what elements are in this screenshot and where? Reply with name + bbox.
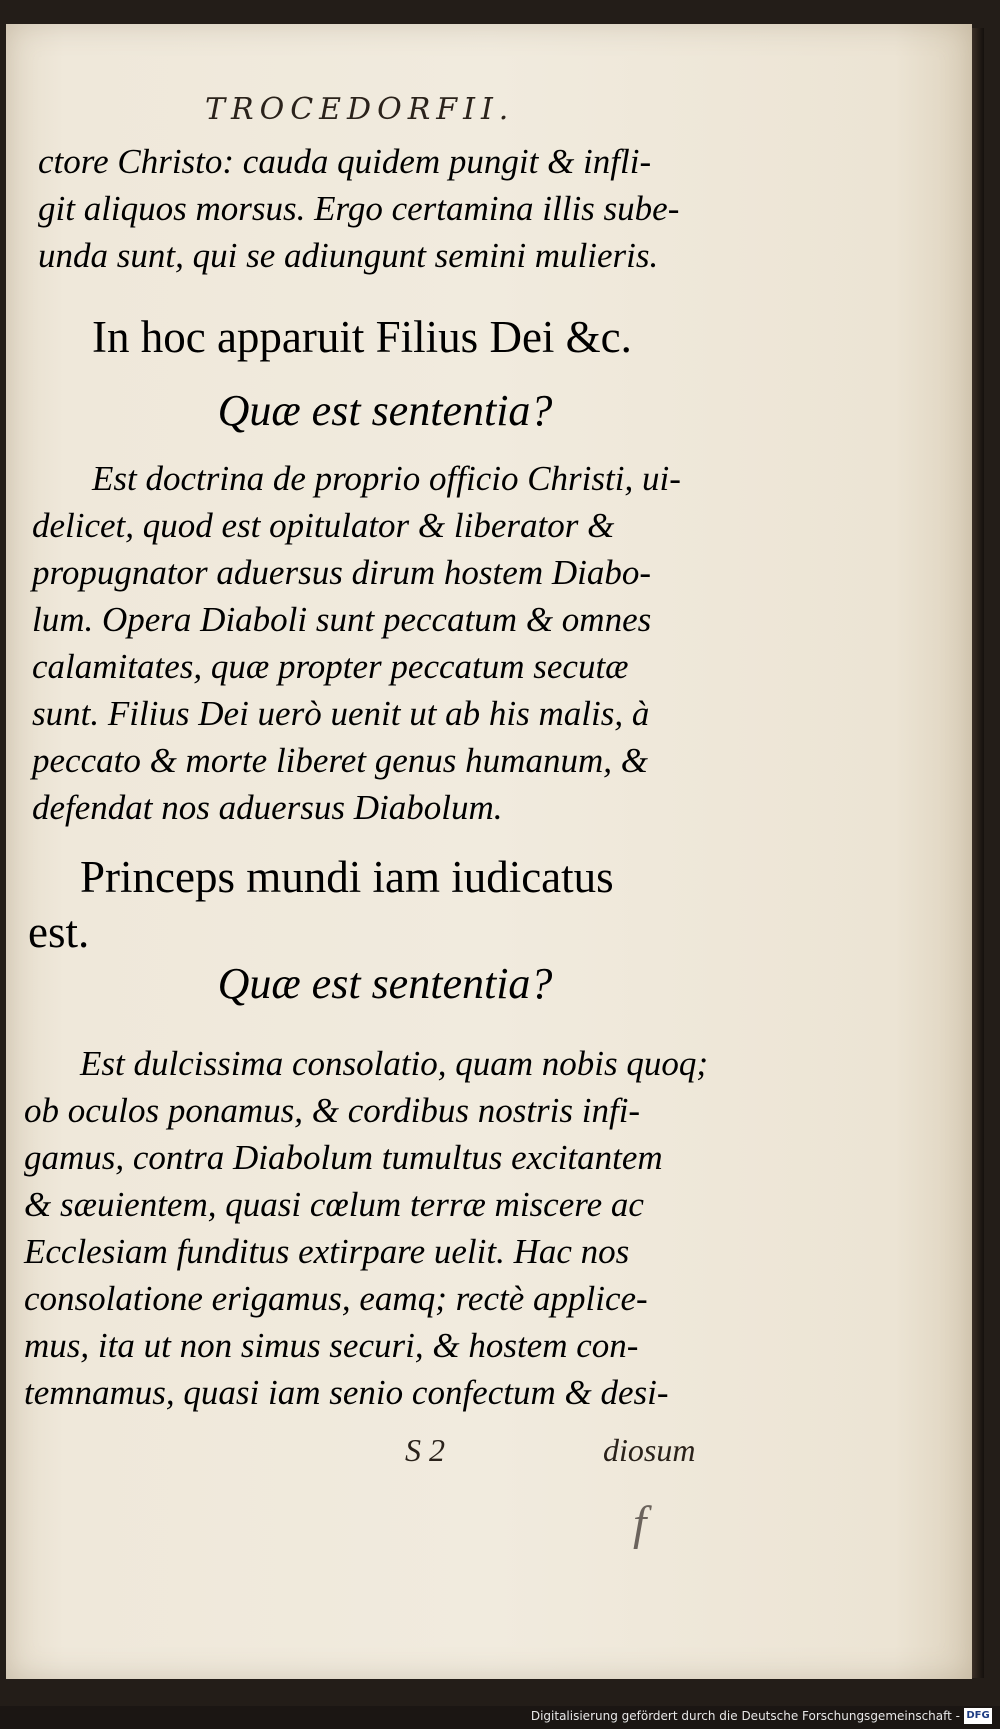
text-line: mus, ita ut non simus securi, & hostem con- [24, 1326, 639, 1365]
text-line: git aliquos morsus. Ergo certamina illis sube- [38, 189, 680, 228]
text-line: defendat nos aduersus Diabolum. [32, 788, 503, 827]
text-line: Est dulcissima consolatio, quam nobis quoq; [80, 1044, 709, 1083]
text-line: consolatione erigamus, eamq; rectè applice- [24, 1279, 648, 1318]
text-line: delicet, quod est opitulator & liberator & [32, 506, 615, 545]
dfg-logo: DFG [964, 1708, 992, 1724]
page-edge [972, 28, 984, 1678]
text-line: & sæuientem, quasi cœlum terræ miscere ac [24, 1185, 644, 1224]
text-line: unda sunt, qui se adiungunt semini mulieris. [38, 236, 659, 275]
funding-credit: Digitalisierung gefördert durch die Deutsche Forschungsgemeinschaft - [530, 1709, 960, 1723]
question-heading: Quæ est sententia? [217, 386, 553, 435]
text-line: propugnator aduersus dirum hostem Diabo- [32, 553, 651, 592]
answer-paragraph [24, 1040, 744, 1416]
text-line: peccato & morte liberet genus humanum, & [32, 741, 648, 780]
text-line: Ecclesiam funditus extirpare uelit. Hac nos [24, 1232, 630, 1271]
opening-text [38, 138, 738, 279]
text-line: temnamus, quasi iam senio confectum & desi- [24, 1373, 669, 1412]
section-heading: In hoc apparuit Filius Dei &c. [92, 312, 632, 362]
catchword: diosum [603, 1432, 696, 1468]
text-line: lum. Opera Diaboli sunt peccatum & omnes [32, 600, 652, 639]
question-heading: Quæ est sententia? [217, 959, 553, 1008]
text-line: gamus, contra Diabolum tumultus excitantem [24, 1138, 663, 1177]
text-line: sunt. Filius Dei uerò uenit ut ab his malis, à [32, 694, 650, 733]
section-heading [28, 850, 748, 960]
signature-mark: S 2 [405, 1432, 445, 1468]
heading-line: Princeps mundi iam iudicatus [80, 852, 614, 902]
text-line: calamitates, quæ propter peccatum secutæ [32, 647, 629, 686]
running-head: TROCEDORFII. [205, 92, 515, 127]
answer-paragraph [32, 455, 742, 831]
text-line: Est doctrina de proprio officio Christi, ui- [92, 459, 681, 498]
text-line: ob oculos ponamus, & cordibus nostris infi- [24, 1091, 641, 1130]
pencil-mark: f [633, 1497, 647, 1550]
text-line: ctore Christo: cauda quidem pungit & infli- [38, 142, 652, 181]
heading-line: est. [28, 907, 90, 957]
